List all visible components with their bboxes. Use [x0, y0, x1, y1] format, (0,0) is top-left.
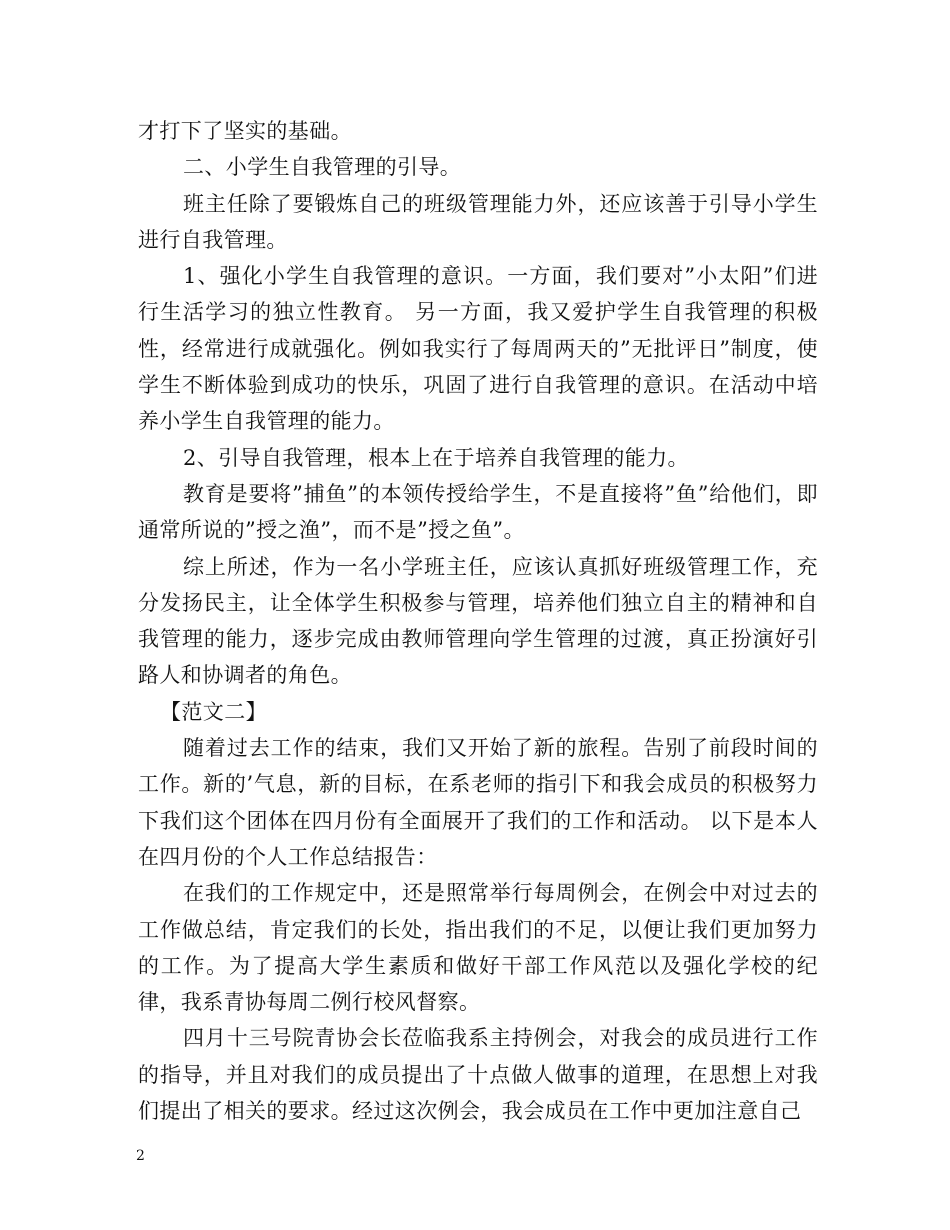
sample-essay-heading: 【范文二】 — [160, 699, 267, 724]
paragraph: 随着过去工作的结束，我们又开始了新的旅程。告别了前段时间的工作。新的’气息，新的目标，在系老师的指引下和我会成员的积极努力下我们这个团体在四月份有全面展开了我们的工作和活动。 以下是本人在四月份的个人工作总结报告： — [138, 736, 818, 869]
paragraph: 四月十三号院青协会长莅临我系主持例会，对我会的成员进行工作的指导，并且对我们的成员提出了十点做人做事的道理，在思想上对我们提出了相关的要求。经过这次例会，我会成员在工作中更加注意自己 — [138, 1026, 818, 1124]
section-heading-guidance: 二、小学生自我管理的引导。 — [183, 155, 462, 180]
document-body — [138, 113, 818, 1129]
paragraph: 在我们的工作规定中，还是照常举行每周例会，在例会中对过去的工作做总结，肯定我们的长处，指出我们的不足，以便让我们更加努力的工作。为了提高大学生素质和做好干部工作风范以及强化学校的纪律，我系青协每周二例行校风督察。 — [138, 881, 818, 1015]
paragraph-continuation: 才打下了坚实的基础。 — [138, 119, 352, 143]
page-number: 2 — [136, 1148, 145, 1164]
paragraph-point-1: 1、强化小学生自我管理的意识。一方面，我们要对”小太阳”们进行生活学习的独立性教育。 另一方面，我又爱护学生自我管理的积极性，经常进行成就强化。例如我实行了每周两天的”无批评日”制度，使学生不断体验到成功的快乐，巩固了进行自我管理的意识。在活动中培养小学生自我管理的能力。 — [138, 264, 818, 434]
paragraph: 班主任除了要锻炼自己的班级管理能力外，还应该善于引导小学生进行自我管理。 — [138, 191, 818, 252]
paragraph: 教育是要将”捕鱼”的本领传授给学生，不是直接将”鱼”给他们，即通常所说的”授之渔”，而不是”授之鱼”。 — [138, 481, 818, 543]
paragraph-conclusion: 综上所述，作为一名小学班主任，应该认真抓好班级管理工作，充分发扬民主，让全体学生积极参与管理，培养他们独立自主的精神和自我管理的能力，逐步完成由教师管理向学生管理的过渡，真正扮演好引路人和协调者的角色。 — [138, 554, 818, 688]
paragraph-point-2: 2、引导自我管理，根本上在于培养自我管理的能力。 — [183, 445, 689, 470]
